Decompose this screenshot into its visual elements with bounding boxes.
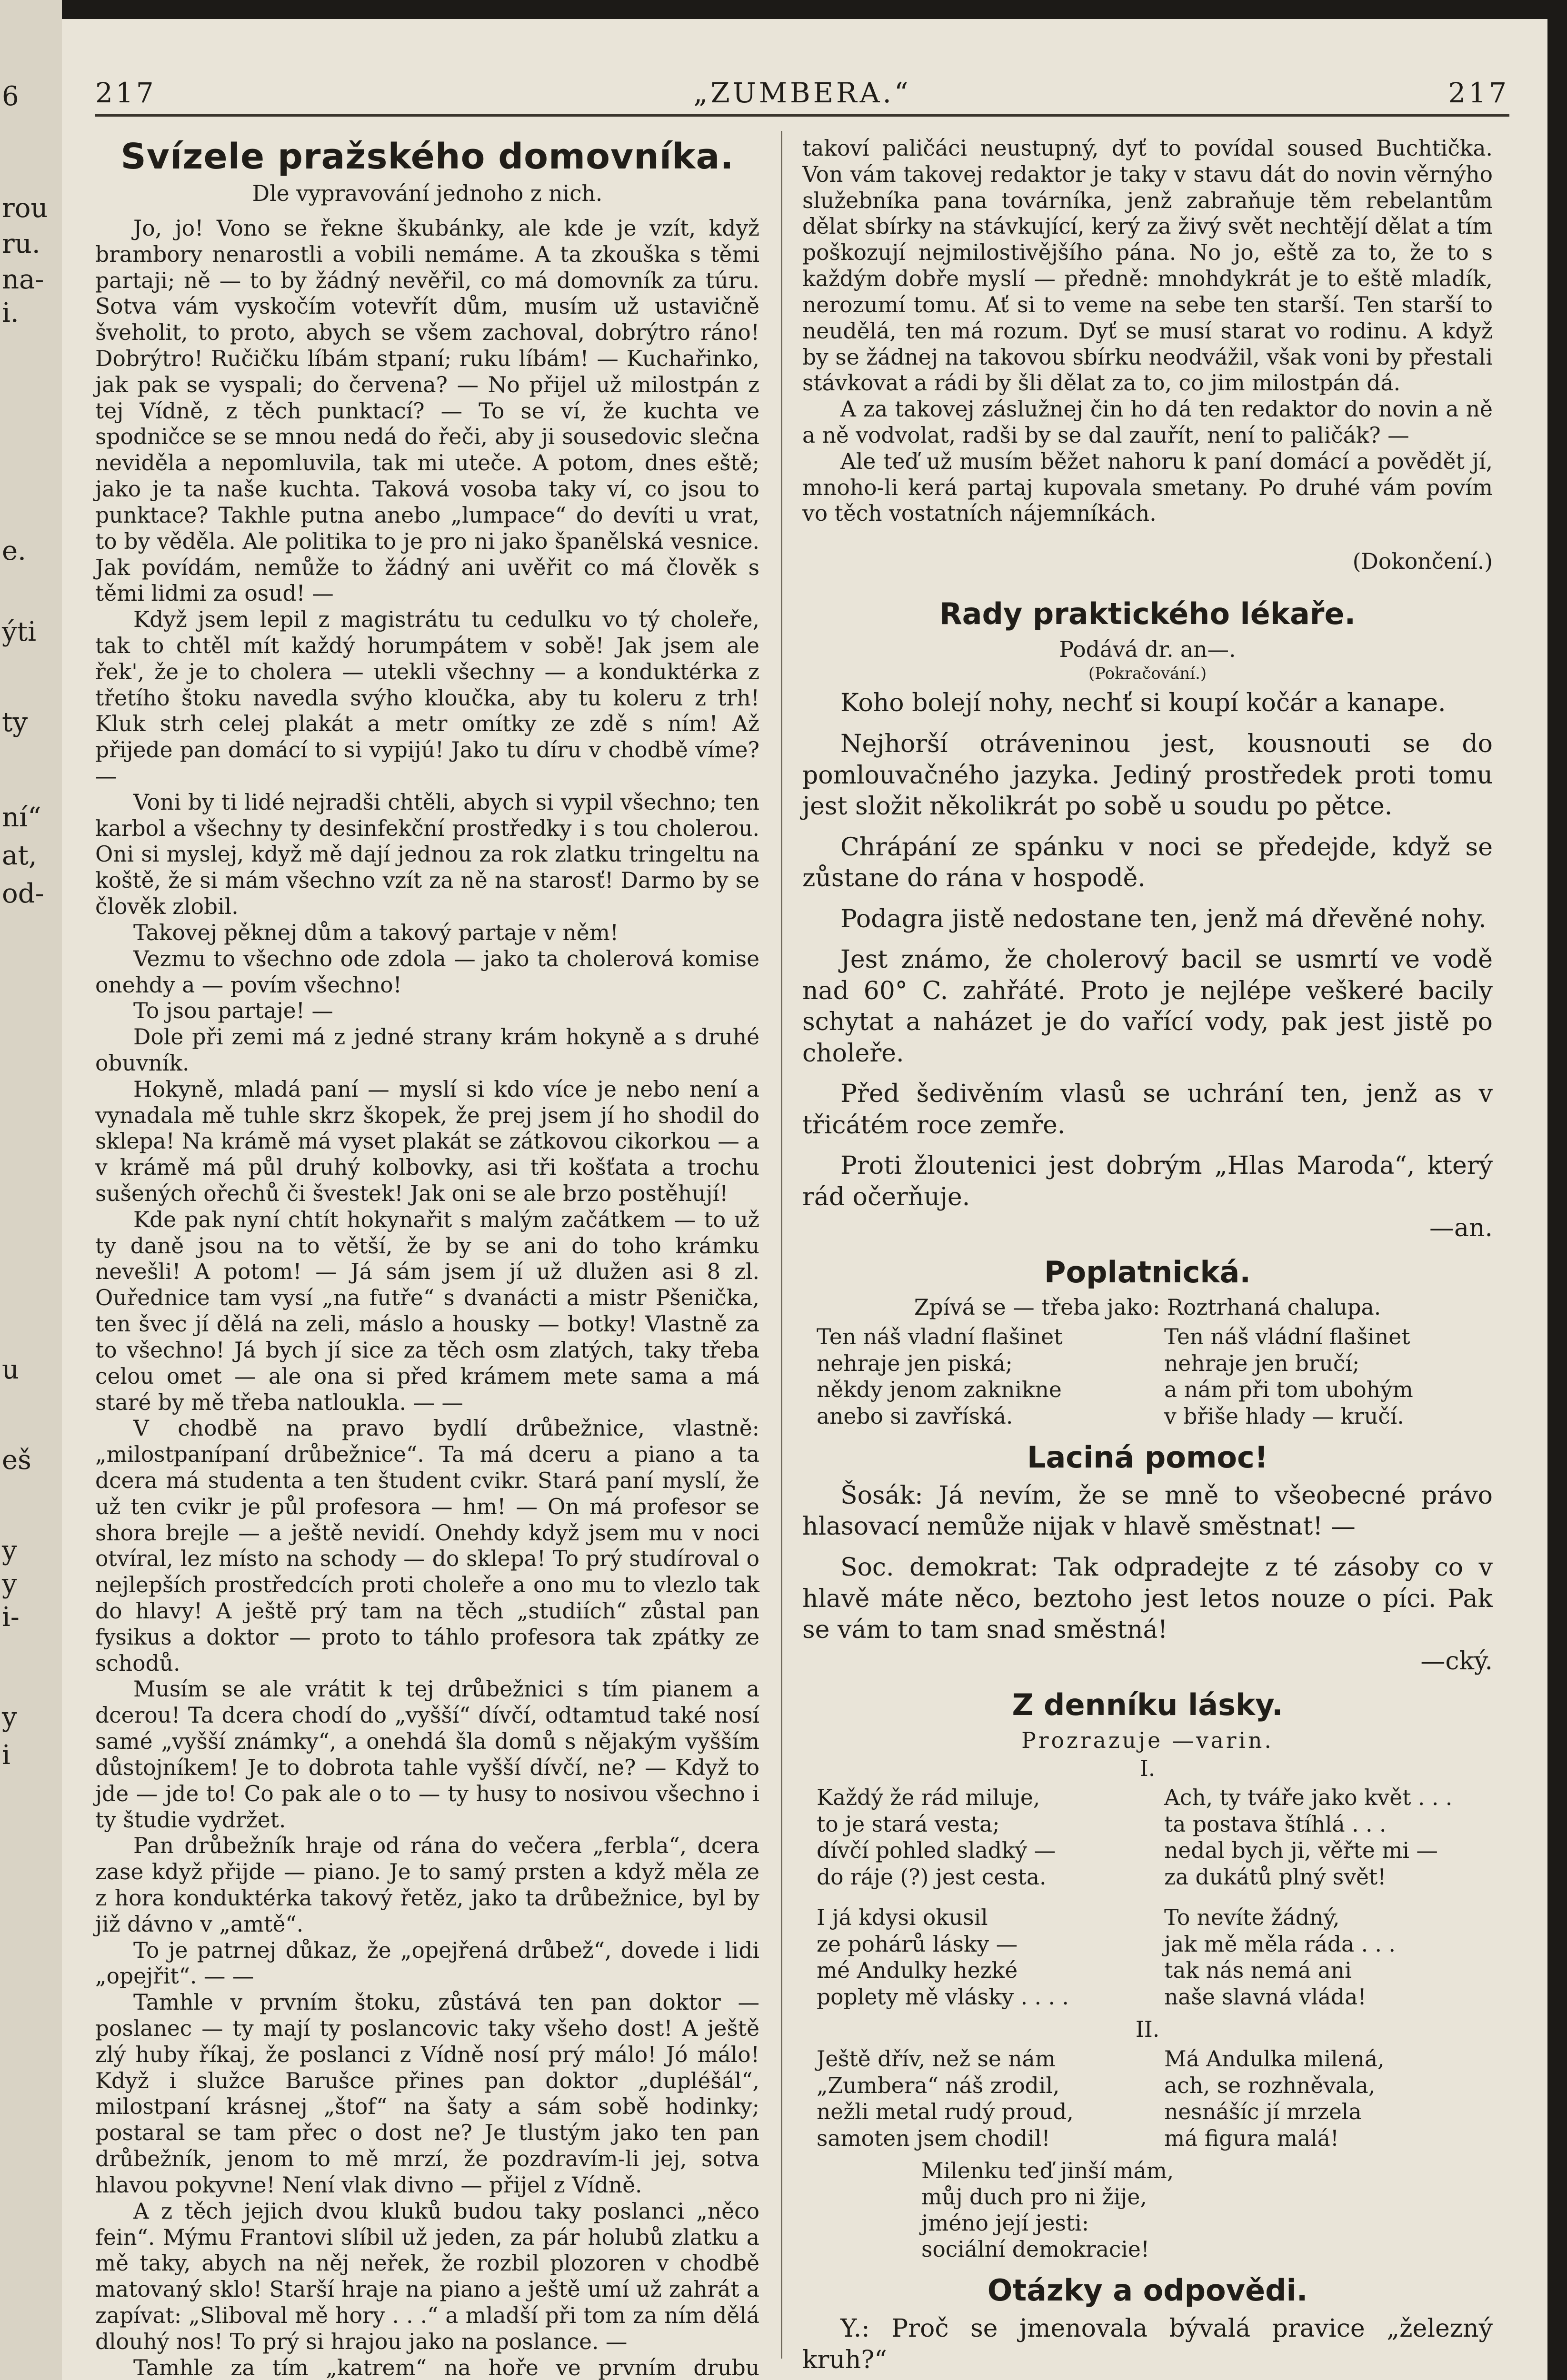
left-column	[95, 136, 759, 2380]
stanza: Má Andulka milená, ach, se rozhněvala, nesnášíc jí mrzela má figura malá!	[1164, 2046, 1385, 2151]
paragraph: A z těch jejich dvou kluků budou taky poslanci „něco fein“. Mýmu Frantovi slíbil už jeden, za pár holubů zlatku a mě taky, abych na něj neřek, že rozbil plozoren v chodbě matovaný sklo! Starší hraje na piano a ještě umí už zahrát a zapívat: „Sliboval mě hory . . .“ a mladší při tom za ním dělá dlouhý nos! To prý si hrajou jako na poslance. —	[95, 2198, 759, 2354]
margin-fragment: y	[2, 1535, 17, 1566]
advice-item: Jest známo, že cholerový bacil se usmrtí ve vodě nad 60° C. zahřáté. Proto je nejlépe veškeré bacily schytat a naházet je do vařící vody, pak jest jistě po choleře.	[802, 945, 1493, 1068]
paragraph: Když jsem lepil z magistrátu tu cedulku vo tý choleře, tak to chtěl mít každý horumpátem v sobě! Jak jsem ale řek', že je to cholera — utekli všechny — a konduktérka z třetího štoku navedla svýho kloučka, aby tu koleru z trh! Kluk strh celej plakát a metr omítky ze zdě s ním! Až přijede pan domácí to si vypijú! Jako tu díru v chodbě víme? —	[95, 607, 759, 789]
paragraph: To jsou partaje! —	[133, 998, 333, 1024]
margin-fragment: i.	[2, 298, 19, 328]
byline: Podává dr. an—.	[1059, 636, 1236, 662]
advice-item: Nejhorší otráveninou jest, kousnouti se do pomlouvačného jazyka. Jediný prostředek proti tomu jest složit několikrát po sobě u soudu po pětce.	[802, 730, 1493, 821]
adjacent-page-edge	[0, 0, 62, 2380]
paragraph: A za takovej záslužnej čin ho dá ten redaktor do novin a ně a ně vodvolat, radši by se dal zauřít, není to paličák? —	[802, 397, 1493, 448]
stanza: Milenku teď jinší mám, můj duch pro ni žije, jméno její jesti: sociální demokracie!	[921, 2158, 1174, 2262]
stanza: Každý že rád miluje, to je stará vesta; dívčí pohled sladký — do ráje (?) jest cesta.	[817, 1785, 1056, 1890]
poem-part-1	[817, 1785, 1493, 2010]
verse: Ten náš vladní flašinet nehraje jen piská; někdy jenom zaknikne anebo si zavříská.	[817, 1324, 1063, 1429]
page-number-left: 217	[95, 77, 157, 109]
paragraph: To je patrnej důkaz, že „opejřená drůbež“, dovede i lidi „opejřit“. — —	[95, 1937, 759, 1989]
stanza: I já kdysi okusil ze pohárů lásky — mé Andulky hezké poplety mě vlásky . . . .	[817, 1905, 1069, 2010]
article-title: Poplatnická.	[1044, 1254, 1251, 1289]
margin-fragment: ní“	[2, 802, 41, 833]
paragraph-continued: takoví paličáci neustupný, dyť to povídal soused Buchtička. Von vám takovej redaktor je taky v stavu dát do novin věrnýho služebníka pana továrníka, jenž zabraňuje těm rebelantům dělat sbírky na stávkující, kerý za živý svět nechtějí dělat a tím poškozují nejmilostivějšího pána. No jo, eště za to, že to s každým dobře myslí — předně: mnohdykrát je to eště mladík, nerozumí tomu. Ať si to veme na sebe ten starší. Ten starší to neudělá, ten má rozum. Dyť se musí starat vo rodinu. A když by se žádnej na takovou sbírku neodvážil, však voni by přestali stávkovat a rádi by šli dělat za to, co jim milostpán dá.	[802, 136, 1493, 396]
margin-fragment: y	[2, 1702, 17, 1733]
article-title: Rady praktického lékaře.	[939, 596, 1356, 631]
page-number-right: 217	[1448, 77, 1509, 109]
continuation-note: (Dokončení.)	[1352, 548, 1493, 574]
paragraph: Kde pak nyní chtít hokynařit s malým začátkem — to už ty daně jsou na to větší, že by se ani do toho krámku nevešli! A potom! — Já sám jsem jí už dlužen asi 8 zl. Ouřednice tam vysí „na futře“ s dvanácti a mistr Pšenička, ten švec jí dělá na zeli, máslo a housky — botky! Vlastně za to všechno! Já bych jí sice za těch osm zlatých, taky třeba celou omet — ale ona si před krámem mete sama a má staré by mě třeba natloukla. — —	[95, 1207, 759, 1415]
masthead-title: „ZUMBERA.“	[693, 77, 911, 109]
margin-fragment: i	[2, 1740, 10, 1771]
margin-fragment: rou	[2, 193, 48, 224]
paragraph: Pan drůbežník hraje od rána do večera „ferbla“, dcera zase když přijde — piano. Je to samý prsten a když měla ze z hora konduktérka takový řetěz, jako ta drůbežnice, byl by již dávno v „amtě“.	[95, 1833, 759, 1937]
paragraph: Dole při zemi má z jedné strany krám hokyně a s druhé obuvník.	[95, 1024, 759, 1076]
signature: —an.	[1429, 1214, 1493, 1243]
right-column	[802, 136, 1493, 2380]
signature: —cký.	[1420, 1646, 1493, 1676]
paragraph: Jo, jo! Vono se řekne škubánky, ale kde je vzít, když brambory nenarostli a vobili nemáme. A ta zkouška s těmi partaji; ně — to by žádný nevěřil, co má domovník za túru. Sotva vám vyskočím votevřít dům, musím už ustavičně šveholit, to proto, abych se všem zachoval, dobrýtro ráno! Dobrýtro! Ručičku líbám stpaní; ruku líbám! — Kuchařinko, jak pak se vyspali; do červena? — No přijel už milostpán z tej Vídně, z těch punktací? — To se ví, že kuchta ve spodničce se se mnou nedá do řeči, aby ji sousedovic slečna neviděla a nepomluvila, tak mi uteče. A potom, dnes eště; jako je ta naše kuchta. Taková vosoba taky ví, co jsou to punktace? Takhle putna anebo „lumpace“ do devíti u vrat, to by věděla. Ale politika to je pro ni jako španělská vesnice. Jak povídám, nemůže to žádný ani uvěřit co má člověk s těmi lidmi za osud! —	[95, 215, 759, 606]
article-subtitle: Dle vypravování jednoho z nich.	[252, 181, 603, 207]
margin-fragment: ru.	[2, 228, 40, 259]
column-divider	[781, 131, 782, 2359]
advice-item: Koho bolejí nohy, nechť si koupí kočár a kanape.	[840, 689, 1446, 718]
margin-fragment: od-	[2, 878, 44, 909]
article-title: Svízele pražského domovníka.	[120, 136, 734, 177]
article-title: Otázky a odpovědi.	[987, 2273, 1308, 2308]
margin-fragment: i-	[2, 1602, 20, 1633]
margin-fragment: na-	[2, 264, 44, 295]
paragraph: Hokyně, mladá paní — myslí si kdo více je nebo není a vynadala mě tuhle skrz škopek, že prej jsem jí ho shodil do sklepa! Na krámě má vyset plakát se zátkovou cikorkou — a v krámě má půl druhý kolbovky, asi tři košťata a trochu sušených ořechů či švestek! Jak oni se ale brzo postěhují!	[95, 1076, 759, 1207]
stanza: To nevíte žádný, jak mě měla ráda . . . tak nás nemá ani naše slavná vláda!	[1164, 1905, 1396, 2010]
qa-line: Y.: Proč se jmenovala bývalá pravice „železný kruh?“	[802, 2314, 1493, 2374]
margin-fragment: 6	[2, 81, 19, 112]
paragraph: Voni by ti lidé nejradši chtěli, abych si vypil všechno; ten karbol a všechny ty desinfekční prostředky i s tou cholerou. Oni si myslej, když mě dají jednou za rok zlatku tringeltu na koště, že si mám všechno vzít za ně na starosť! Darmo by se člověk zlobil.	[95, 789, 759, 920]
series-note: (Pokračování.)	[1088, 664, 1207, 683]
margin-fragment: ýti	[2, 616, 37, 647]
advice-list	[802, 688, 1493, 1244]
paragraph: Tamhle za tím „katrem“ na hoře ve prvním drubu	[133, 2355, 759, 2380]
section-numeral: II.	[1135, 2017, 1160, 2043]
paragraph: Ale teď už musím běžet nahoru k paní domácí a povědět jí, mnoho-li kerá partaj kupovala smetany. Po druhé vám povím vo těch vostatních nájemníkách.	[802, 448, 1493, 526]
advice-item: Proti žloutenici jest dobrým „Hlas Maroda“, který rád očerňuje.	[802, 1151, 1493, 1211]
running-header	[95, 71, 1509, 117]
paragraph: Vezmu to všechno ode zdola — jako ta cholerová komise onehdy a — povím všechno!	[95, 946, 759, 998]
stanza: Ještě dřív, než se nám „Zumbera“ náš zrodil, nežli metal rudý proud, samoten jsem chodil!	[817, 2046, 1074, 2151]
newspaper-page	[62, 19, 1547, 2380]
paragraph: Takovej pěknej dům a takový partaje v něm!	[133, 920, 619, 945]
paragraph: V chodbě na pravo bydlí drůbežnice, vlastně: „milostpanípaní drůbežnice“. Ta má dceru a piano a ta dcera má studenta a ten študent cvikr. Stará paní myslí, že už ten cvikr je půl profesora — hm! — On má profesor se shora brejle — a ještě nevidí. Onehdy když jsem mu v noci otvíral, lez místo na schody — do sklepa! To prý studíroval o nejlepších prostředcích proti choleře a ono mu to vlezlo tak do hlavy! A ještě prý tam na těch „studiích“ zůstal pan fysikus a doktor — proto to táhlo profesora tak zpátky ze schodů.	[95, 1416, 759, 1676]
section-numeral: I.	[1139, 1755, 1156, 1781]
advice-item: Chrápání ze spánku v noci se předejde, když se zůstane do rána v hospodě.	[802, 833, 1493, 893]
song-verses	[817, 1324, 1493, 1429]
paragraph: Musím se ale vrátit k tej drůbežnici s tím pianem a dcerou! Ta dcera chodí do „vyšší“ dívčí, odtamtud také nosí samé „vyšší známky“, a onehdá šla domů s nějakým vyšším důstojníkem! Je to dobrota tahle vyšší dívčí, ne? — Když to jde — jde to! Co pak ale o to — ty husy to nosivou všechno i ty študie vydržet.	[95, 1676, 759, 1833]
margin-fragment: eš	[2, 1445, 31, 1476]
article-title: Laciná pomoc!	[1027, 1440, 1268, 1475]
byline: Prozrazuje —varin.	[1021, 1727, 1274, 1753]
paragraph: Tamhle v prvním štoku, zůstává ten pan doktor — poslanec — ty mají ty poslancovic taky všeho dost! A ještě zlý huby říkaj, že poslanci z Vídně nosí prý málo! Jó málo! Když i služce Barušce přines pan doktor „dupléšál“, milostpaní krásnej „štof“ na šaty a sám sobě hodinky; postaral se tam přec o dost ne? Je tlustým jako ten pan drůbežník, jenom to mě mrzí, že pozdravím-li jej, sotva hlavou pokyvne! Není vlak divno — přijel z Vídně.	[95, 1990, 759, 2198]
advice-item: Před šedivěním vlasů se uchrání ten, jenž as v třicátém roce zemře.	[802, 1080, 1493, 1140]
margin-fragment: y	[2, 1568, 17, 1599]
dialogue	[802, 1480, 1493, 1677]
stanza: Ach, ty tváře jako květ . . . ta postava štíhlá . . . nedal bych ji, věřte mi — za dukátů plný svět!	[1164, 1785, 1453, 1890]
dialogue-line: Soc. demokrat: Tak odpradejte z té zásoby co v hlavě máte něco, beztoho jest letos nouze o píci. Pak se vám to tam snad směstná!	[802, 1553, 1493, 1645]
verse: Ten náš vládní flašinet nehraje jen bručí; a nám při tom ubohým v břiše hlady — kručí.	[1164, 1324, 1413, 1429]
dialogue-line: Šosák: Já nevím, že se mně to všeobecné právo hlasovací nemůže nijak v hlavě směstnat! —	[802, 1481, 1493, 1541]
margin-fragment: u	[2, 1354, 20, 1385]
article-title: Z denníku lásky.	[1012, 1687, 1283, 1723]
qa-list	[802, 2313, 1493, 2380]
margin-fragment: at,	[2, 840, 37, 871]
song-intro: Zpívá se — třeba jako: Roztrhaná chalupa.	[914, 1295, 1381, 1320]
poem-part-2	[817, 2046, 1493, 2152]
advice-item: Podagra jistě nedostane ten, jenž má dřevěné nohy.	[840, 904, 1487, 933]
margin-fragment: ty	[2, 707, 28, 738]
margin-fragment: e.	[2, 536, 26, 566]
